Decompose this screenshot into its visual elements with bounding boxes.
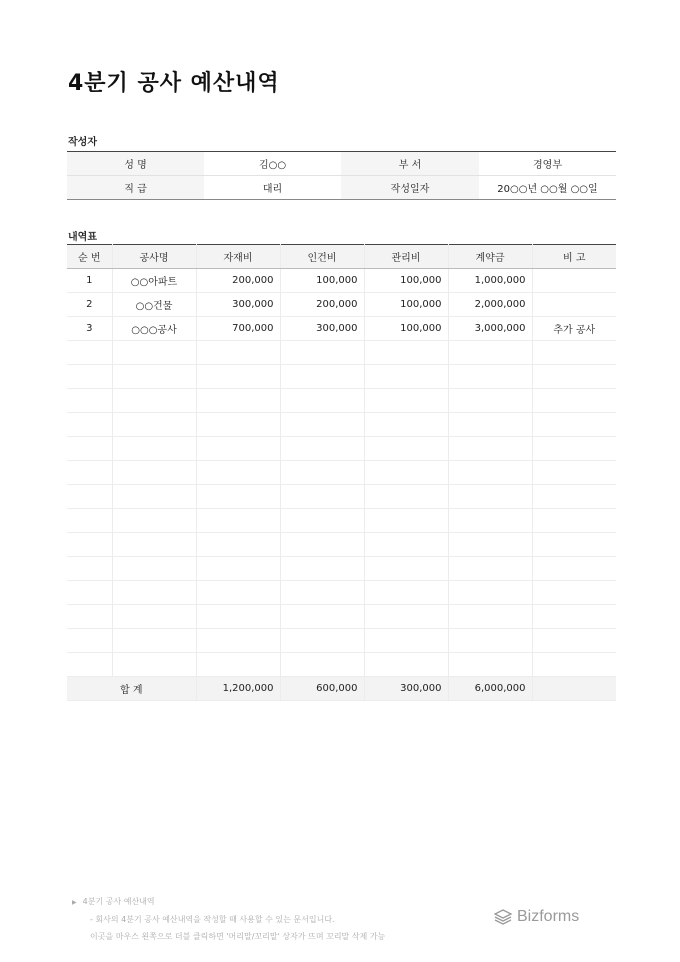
footer-title: 4분기 공사 예산내역 <box>82 897 155 906</box>
empty-cell[interactable] <box>196 413 280 437</box>
empty-cell[interactable] <box>67 389 112 413</box>
dept-value[interactable]: 경영부 <box>479 152 616 176</box>
empty-cell[interactable] <box>532 341 616 365</box>
empty-cell[interactable] <box>196 605 280 629</box>
empty-cell[interactable] <box>280 389 364 413</box>
total-label: 합 계 <box>67 677 196 701</box>
page-title: 4분기 공사 예산내역 <box>68 71 280 96</box>
project-name[interactable]: ○○○공사 <box>112 317 196 341</box>
column-header: 공사명 <box>112 245 196 269</box>
empty-table-row <box>67 653 616 677</box>
empty-cell[interactable] <box>67 629 112 653</box>
empty-cell[interactable] <box>196 509 280 533</box>
empty-cell[interactable] <box>112 461 196 485</box>
empty-cell[interactable] <box>280 629 364 653</box>
total-contract-amount: 6,000,000 <box>448 677 532 701</box>
empty-cell[interactable] <box>280 413 364 437</box>
empty-cell[interactable] <box>448 365 532 389</box>
empty-cell[interactable] <box>532 533 616 557</box>
empty-cell[interactable] <box>196 437 280 461</box>
writer-info-table <box>67 151 616 200</box>
empty-cell[interactable] <box>532 461 616 485</box>
empty-cell[interactable] <box>196 653 280 677</box>
management-cost[interactable]: 100,000 <box>364 269 448 293</box>
contract-amount[interactable]: 2,000,000 <box>448 293 532 317</box>
empty-cell[interactable] <box>67 557 112 581</box>
empty-cell[interactable] <box>196 629 280 653</box>
empty-cell[interactable] <box>196 461 280 485</box>
empty-cell[interactable] <box>448 461 532 485</box>
empty-cell[interactable] <box>280 461 364 485</box>
empty-cell[interactable] <box>196 365 280 389</box>
empty-cell[interactable] <box>112 653 196 677</box>
empty-cell[interactable] <box>448 341 532 365</box>
empty-cell[interactable] <box>196 389 280 413</box>
empty-cell[interactable] <box>448 605 532 629</box>
date-label: 작성일자 <box>341 176 479 200</box>
empty-cell[interactable] <box>112 413 196 437</box>
empty-cell[interactable] <box>448 389 532 413</box>
project-name[interactable]: ○○건물 <box>112 293 196 317</box>
empty-cell[interactable] <box>280 437 364 461</box>
empty-table-row <box>67 509 616 533</box>
empty-table-row <box>67 581 616 605</box>
empty-cell[interactable] <box>364 533 448 557</box>
rank-label: 직 급 <box>67 176 204 200</box>
empty-cell[interactable] <box>67 509 112 533</box>
empty-table-row <box>67 365 616 389</box>
empty-cell[interactable] <box>67 437 112 461</box>
empty-cell[interactable] <box>196 533 280 557</box>
empty-cell[interactable] <box>280 605 364 629</box>
writer-row-rank <box>67 176 616 200</box>
empty-cell[interactable] <box>280 533 364 557</box>
material-cost[interactable]: 300,000 <box>196 293 280 317</box>
empty-table-row <box>67 437 616 461</box>
layers-icon <box>494 909 512 925</box>
empty-cell[interactable] <box>364 413 448 437</box>
empty-cell[interactable] <box>112 341 196 365</box>
row-number[interactable]: 1 <box>67 269 112 293</box>
empty-cell[interactable] <box>280 653 364 677</box>
empty-cell[interactable] <box>67 605 112 629</box>
empty-cell[interactable] <box>112 581 196 605</box>
empty-cell[interactable] <box>532 557 616 581</box>
remarks[interactable] <box>532 293 616 317</box>
empty-table-row <box>67 461 616 485</box>
name-value[interactable]: 김○○ <box>204 152 341 176</box>
empty-cell[interactable] <box>112 605 196 629</box>
empty-cell[interactable] <box>67 413 112 437</box>
empty-cell[interactable] <box>112 557 196 581</box>
empty-cell[interactable] <box>112 389 196 413</box>
row-number[interactable]: 3 <box>67 317 112 341</box>
bizforms-logo <box>494 908 579 926</box>
empty-table-row <box>67 557 616 581</box>
empty-cell[interactable] <box>532 437 616 461</box>
empty-table-row <box>67 413 616 437</box>
empty-cell[interactable] <box>196 341 280 365</box>
column-header: 비 고 <box>532 245 616 269</box>
empty-cell[interactable] <box>112 365 196 389</box>
column-header: 관리비 <box>364 245 448 269</box>
empty-cell[interactable] <box>364 653 448 677</box>
empty-cell[interactable] <box>67 341 112 365</box>
empty-cell[interactable] <box>280 509 364 533</box>
empty-cell[interactable] <box>67 533 112 557</box>
management-cost[interactable]: 100,000 <box>364 317 448 341</box>
rank-value[interactable]: 대리 <box>262 184 283 195</box>
labor-cost[interactable]: 100,000 <box>280 269 364 293</box>
row-number[interactable]: 2 <box>67 293 112 317</box>
empty-cell[interactable] <box>364 605 448 629</box>
column-header: 계약금 <box>448 245 532 269</box>
empty-cell[interactable] <box>196 581 280 605</box>
page-footer[interactable] <box>72 893 385 945</box>
empty-cell[interactable] <box>280 485 364 509</box>
total-row <box>67 677 616 701</box>
contract-amount[interactable]: 3,000,000 <box>448 317 532 341</box>
empty-cell[interactable] <box>448 557 532 581</box>
material-cost[interactable]: 700,000 <box>196 317 280 341</box>
empty-table-row <box>67 389 616 413</box>
table-row <box>67 293 616 317</box>
budget-table <box>67 244 616 701</box>
empty-cell[interactable] <box>280 341 364 365</box>
empty-table-row <box>67 605 616 629</box>
empty-cell[interactable] <box>280 365 364 389</box>
empty-cell[interactable] <box>364 389 448 413</box>
logo-text: Bizforms <box>517 908 580 925</box>
total-labor-cost: 600,000 <box>280 677 364 701</box>
empty-cell[interactable] <box>280 581 364 605</box>
project-name[interactable]: ○○아파트 <box>112 269 196 293</box>
column-header: 순 번 <box>67 245 112 269</box>
empty-cell[interactable] <box>532 365 616 389</box>
labor-cost[interactable]: 300,000 <box>280 317 364 341</box>
empty-cell[interactable] <box>112 509 196 533</box>
table-header-row <box>67 245 616 269</box>
empty-cell[interactable] <box>532 653 616 677</box>
empty-cell[interactable] <box>532 629 616 653</box>
footer-description: - 회사의 4분기 공사 예산내역을 작성할 때 사용할 수 있는 문서입니다. <box>90 915 335 924</box>
empty-table-row <box>67 629 616 653</box>
writer-section-label: 작성자 <box>68 137 97 148</box>
column-header: 인건비 <box>280 245 364 269</box>
table-section-label: 내역표 <box>68 232 97 243</box>
empty-table-row <box>67 341 616 365</box>
name-label: 성 명 <box>67 152 204 176</box>
empty-cell[interactable] <box>196 485 280 509</box>
empty-cell[interactable] <box>448 629 532 653</box>
remarks[interactable]: 추가 공사 <box>532 317 616 341</box>
empty-table-row <box>67 533 616 557</box>
empty-cell[interactable] <box>196 557 280 581</box>
contract-amount[interactable]: 1,000,000 <box>448 269 532 293</box>
table-row <box>67 317 616 341</box>
remarks[interactable] <box>532 269 616 293</box>
table-row <box>67 269 616 293</box>
empty-cell[interactable] <box>364 581 448 605</box>
empty-cell[interactable] <box>532 389 616 413</box>
empty-cell[interactable] <box>67 461 112 485</box>
triangle-bullet-icon: ▶ <box>72 899 77 906</box>
empty-cell[interactable] <box>112 629 196 653</box>
empty-cell[interactable] <box>364 437 448 461</box>
empty-cell[interactable] <box>364 461 448 485</box>
empty-cell[interactable] <box>112 533 196 557</box>
empty-cell[interactable] <box>67 485 112 509</box>
material-cost[interactable]: 200,000 <box>196 269 280 293</box>
dept-label: 부 서 <box>341 152 479 176</box>
column-header: 자재비 <box>196 245 280 269</box>
empty-cell[interactable] <box>280 557 364 581</box>
empty-cell[interactable] <box>448 581 532 605</box>
empty-cell[interactable] <box>364 629 448 653</box>
empty-cell[interactable] <box>364 509 448 533</box>
empty-cell[interactable] <box>448 509 532 533</box>
total-remarks <box>532 677 616 701</box>
empty-cell[interactable] <box>448 437 532 461</box>
empty-cell[interactable] <box>112 485 196 509</box>
empty-cell[interactable] <box>67 581 112 605</box>
empty-cell[interactable] <box>364 341 448 365</box>
empty-cell[interactable] <box>364 485 448 509</box>
empty-cell[interactable] <box>532 485 616 509</box>
management-cost[interactable]: 100,000 <box>364 293 448 317</box>
total-material-cost: 1,200,000 <box>196 677 280 701</box>
empty-cell[interactable] <box>67 365 112 389</box>
empty-cell[interactable] <box>532 581 616 605</box>
empty-cell[interactable] <box>532 509 616 533</box>
empty-table-row <box>67 485 616 509</box>
empty-cell[interactable] <box>448 533 532 557</box>
empty-cell[interactable] <box>364 365 448 389</box>
writer-row-name <box>67 152 616 176</box>
empty-cell[interactable] <box>112 437 196 461</box>
empty-cell[interactable] <box>448 653 532 677</box>
empty-cell[interactable] <box>532 605 616 629</box>
empty-cell[interactable] <box>448 413 532 437</box>
empty-cell[interactable] <box>364 557 448 581</box>
empty-cell[interactable] <box>532 413 616 437</box>
empty-cell[interactable] <box>67 653 112 677</box>
labor-cost[interactable]: 200,000 <box>280 293 364 317</box>
total-management-cost: 300,000 <box>364 677 448 701</box>
footer-instruction: 이곳을 마우스 왼쪽으로 더블 클릭하면 '머리말/꼬리말' 상자가 뜨며 꼬리말 삭제 가능 <box>90 932 386 941</box>
empty-cell[interactable] <box>448 485 532 509</box>
date-value[interactable]: 20○○년 ○○월 ○○일 <box>497 184 598 195</box>
